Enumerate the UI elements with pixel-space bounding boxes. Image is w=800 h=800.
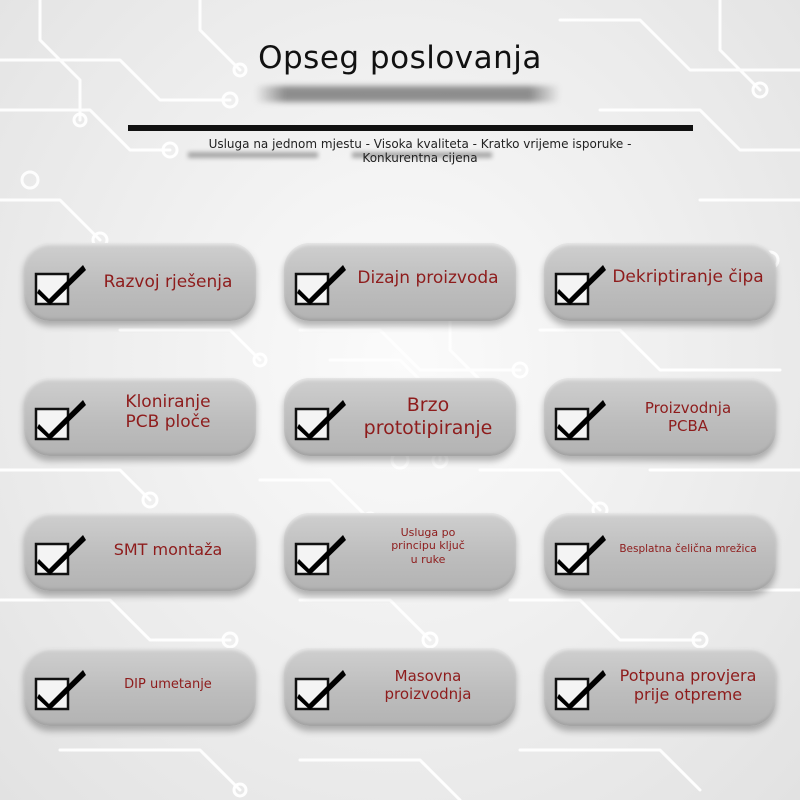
checkbox-checkmark-icon: [293, 666, 347, 712]
service-label: Brzo prototipiranje: [363, 394, 493, 439]
checkbox-checkmark-icon: [33, 261, 87, 307]
checkbox-checkmark-icon: [553, 531, 607, 577]
checkbox-checkmark-icon: [293, 396, 347, 442]
checkbox-checkmark-icon: [33, 531, 87, 577]
service-card-smt-assembly: [24, 513, 256, 591]
checkbox-checkmark-icon: [293, 531, 347, 577]
service-card-mass-production: [284, 648, 516, 726]
service-card-rapid-prototyping: [284, 378, 516, 456]
checkbox-checkmark-icon: [33, 396, 87, 442]
service-label: Razvoj rješenja: [103, 271, 233, 292]
service-label: Besplatna čelična mrežica: [619, 542, 757, 555]
service-label: SMT montaža: [113, 540, 223, 560]
service-label: Dizajn proizvoda: [357, 267, 499, 288]
service-label: Potpuna provjera prije otpreme: [619, 665, 757, 704]
service-card-pcba-production: [544, 378, 776, 456]
service-card-pre-shipment-inspection: [544, 648, 776, 726]
service-label: Masovna proizvodnja: [384, 667, 472, 703]
service-label: Proizvodnja PCBA: [644, 399, 732, 435]
checkbox-checkmark-icon: [33, 666, 87, 712]
title-reflection: [255, 86, 560, 102]
service-label: Kloniranje PCB ploče: [125, 391, 211, 432]
page-subtitle: Usluga na jednom mjestu - Visoka kvaliteta - Kratko vrijeme isporuke - Konkurentna cijena: [208, 137, 632, 165]
service-card-product-design: [284, 243, 516, 321]
service-label: Usluga po principu ključ u ruke: [391, 526, 465, 566]
service-label: DIP umetanje: [124, 677, 212, 693]
service-label: Dekriptiranje čipa: [612, 266, 764, 287]
checkbox-checkmark-icon: [553, 261, 607, 307]
service-card-turnkey: [284, 513, 516, 591]
page-title: Opseg poslovanja: [258, 40, 542, 76]
service-card-chip-decryption: [544, 243, 776, 321]
service-card-dip-insertion: [24, 648, 256, 726]
service-card-free-stencil: [544, 513, 776, 591]
service-card-pcb-cloning: [24, 378, 256, 456]
title-divider: [128, 125, 693, 131]
checkbox-checkmark-icon: [293, 261, 347, 307]
checkbox-checkmark-icon: [553, 666, 607, 712]
service-card-solution-development: [24, 243, 256, 321]
checkbox-checkmark-icon: [553, 396, 607, 442]
